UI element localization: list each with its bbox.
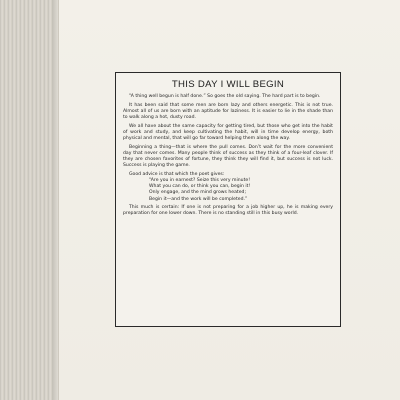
framed-text-box: [115, 72, 341, 327]
poem-line-2: What you can do, or think you can, begin it!: [149, 184, 251, 190]
paragraph-2: It has been said that some men are born lazy and others energetic. This is not true. Almost all of us are born with an aptitude for laziness. It is easier to lie in the shade than to walk along a hot, dusty road.: [123, 102, 333, 120]
paragraph-3: We all have about the same capacity for getting tired, but those who get into the habit of work and study, and keep cultivating the habit, will in time develop energy, both physical and mental, that will go far toward helping them along the way.: [123, 123, 333, 141]
poem-intro: Good advice is that which the poet gives:: [129, 171, 225, 177]
poem-line-1: “Are you in earnest? Seize this very minute!: [149, 178, 251, 183]
page-title: THIS DAY I WILL BEGIN: [171, 79, 285, 90]
book-spine-pages: [0, 0, 52, 400]
poem-line-3: Only engage, and the mind grows heated;: [149, 190, 247, 196]
poem-block: [149, 178, 333, 203]
page-edge: [58, 0, 59, 400]
closing-paragraph: This much is certain: If one is not preparing for a job higher up, he is making every preparation for one lower down. There is no standing still in this busy world.: [123, 205, 333, 217]
paragraph-4: Beginning a thing—that is where the pull comes. Don’t wait for the more convenient day that never comes. Many people think of success as they think of a four-leaf clover. If they are chosen favorites of fortune, they think they will find it, but success is not luck. Success is playing the game.: [123, 144, 333, 169]
paragraph-1: “A thing well begun is half done.” So goes the old saying. The hard part is to begin.: [129, 94, 321, 99]
poem-line-4: Begin it—and the work will be completed.”: [149, 196, 248, 202]
